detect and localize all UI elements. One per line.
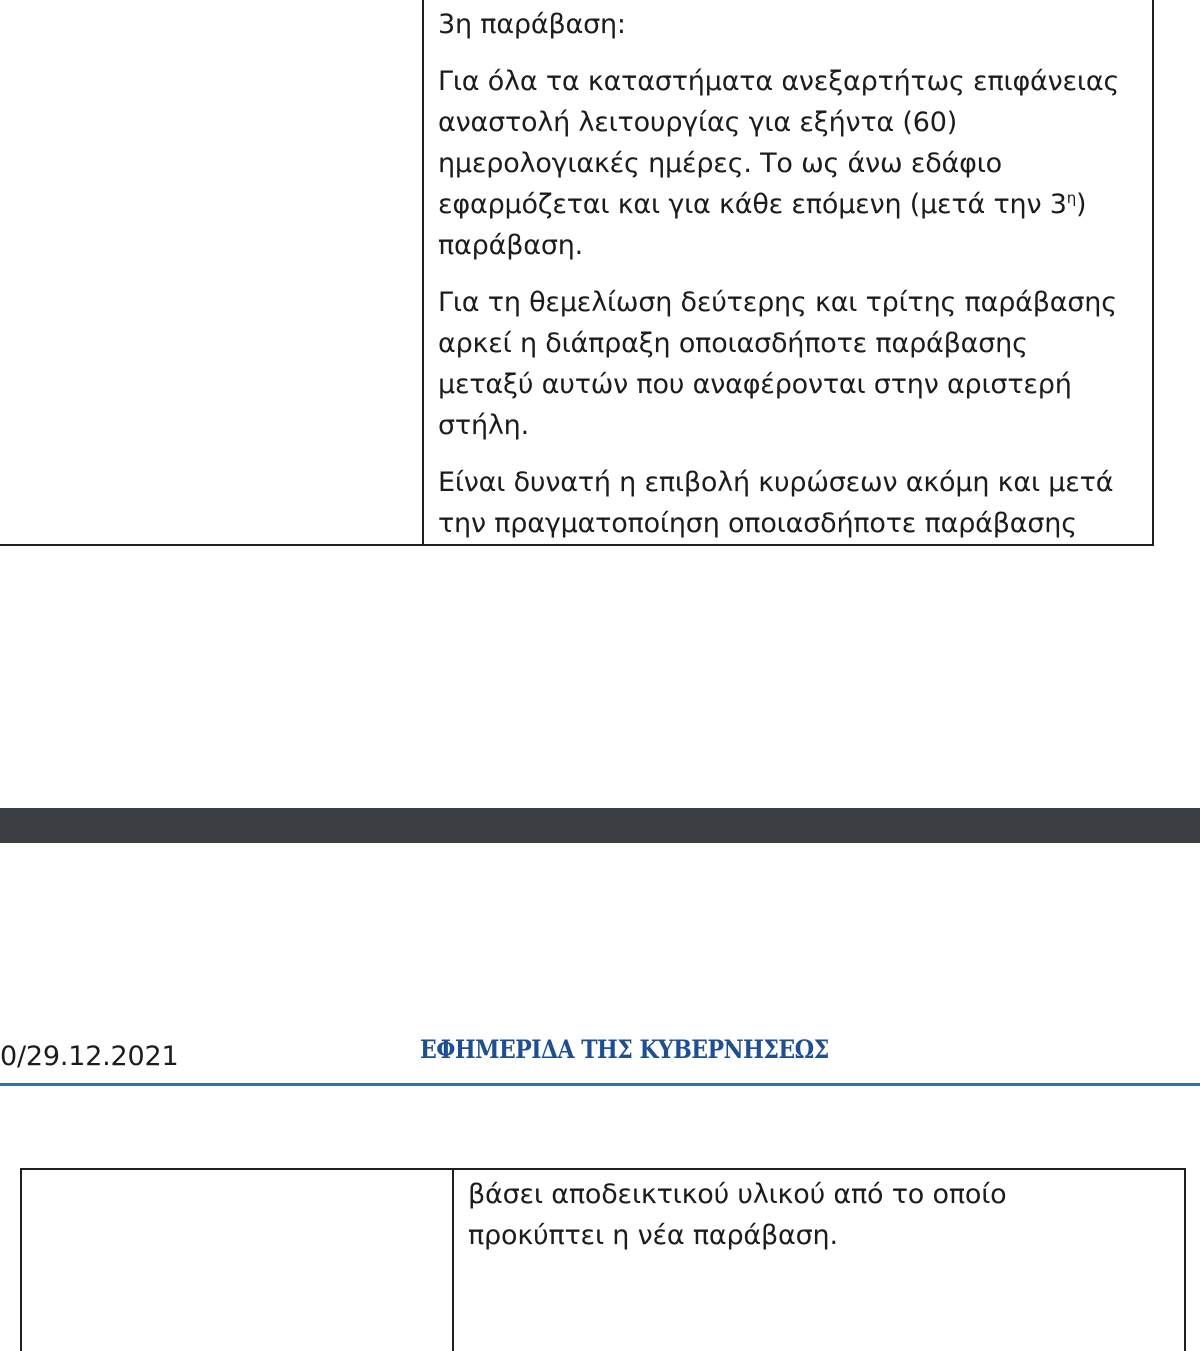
- table-cell-right-sanctions: [424, 0, 1152, 544]
- text-line: αρκεί η διάπραξη οποιασδήποτε παράβασης: [438, 328, 1028, 359]
- text-line: παράβαση.: [438, 230, 584, 261]
- text-fragment: εφαρμόζεται και για κάθε επόμενη (μετά την 3: [438, 189, 1067, 220]
- text-line: αναστολή λειτουργίας για εξήντα (60): [438, 107, 958, 138]
- document-page-bottom: [0, 843, 1200, 1351]
- sanctions-timing-paragraph: [438, 462, 1152, 544]
- third-violation-paragraph: [438, 61, 1152, 266]
- issue-date: 0/29.12.2021: [0, 1041, 179, 1072]
- third-violation-heading: 3η παράβαση:: [438, 9, 626, 40]
- text-line: Είναι δυνατή η επιβολή κυρώσεων ακόμη και μετά: [438, 467, 1114, 498]
- gazette-running-header: [0, 1035, 1200, 1086]
- page-separator: [0, 808, 1200, 843]
- text-line: ημερολογιακές ημέρες. Το ως άνω εδάφιο: [438, 148, 1003, 179]
- violation-basis-paragraph: [438, 282, 1152, 446]
- superscript-suffix: η: [1066, 189, 1077, 207]
- text-line: Για όλα τα καταστήματα ανεξαρτήτως επιφάνειας: [438, 66, 1120, 97]
- text-line: στήλη.: [438, 410, 529, 441]
- text-line: προκύπτει η νέα παράβαση.: [468, 1220, 838, 1251]
- text-line: την πραγματοποίηση οποιασδήποτε παράβασης: [438, 508, 1077, 539]
- text-fragment: ): [1076, 189, 1087, 220]
- table-cell-left-empty: [0, 0, 424, 544]
- text-line: Για τη θεμελίωση δεύτερης και τρίτης παράβασης: [438, 287, 1117, 318]
- table-cell-right-continuation: [454, 1170, 1184, 1351]
- penalties-table-fragment-bottom: [20, 1168, 1186, 1351]
- text-line: βάσει αποδεικτικού υλικού από το οποίο: [468, 1179, 1007, 1210]
- gazette-title: ΕΦΗΜΕΡΙΔΑ ΤΗΣ ΚΥΒΕΡΝΗΣΕΩΣ: [420, 1035, 829, 1064]
- text-line: [438, 184, 1152, 225]
- penalties-table-fragment-top: [0, 0, 1154, 546]
- text-line: μεταξύ αυτών που αναφέρονται στην αριστερή: [438, 369, 1072, 400]
- table-cell-left-empty: [22, 1170, 454, 1351]
